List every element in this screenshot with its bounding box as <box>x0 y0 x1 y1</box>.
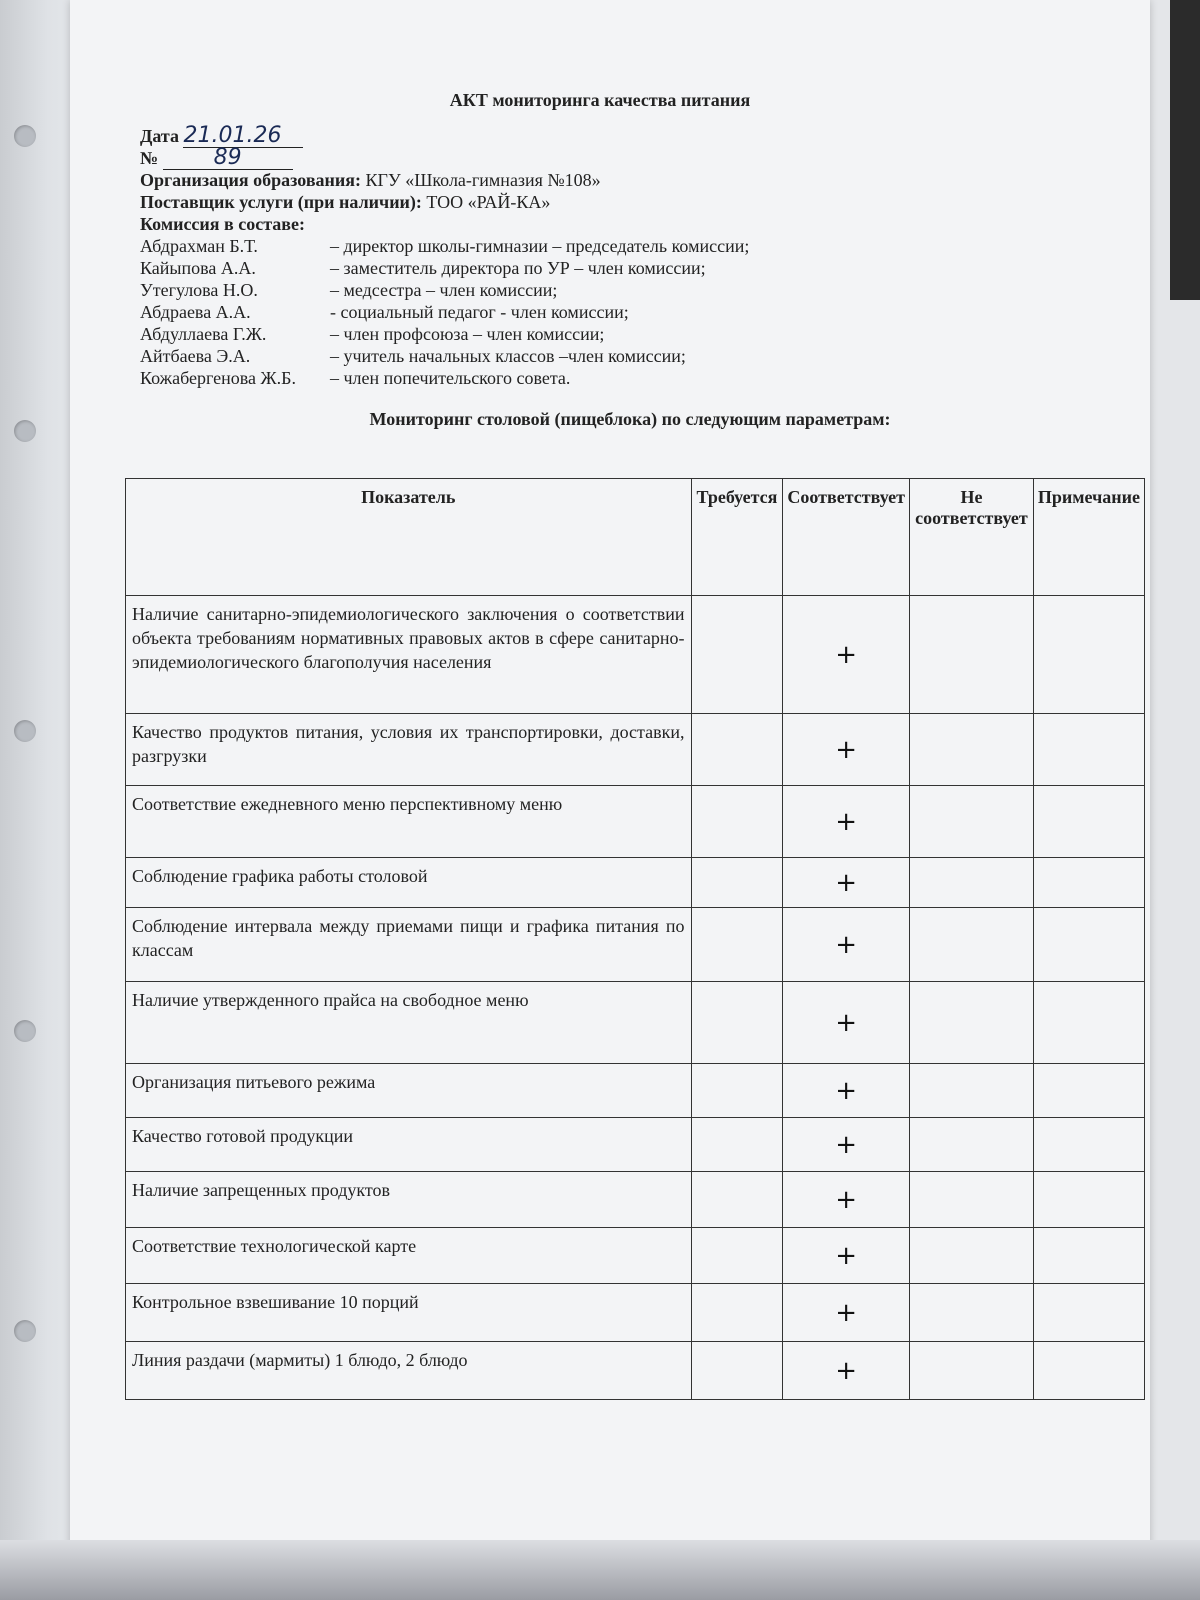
member-name: Айтбаева Э.А. <box>140 346 251 366</box>
indicator-cell: Наличие санитарно-эпидемиологического заключения о соответствии объекта требованиям нормативных правовых актов в сфере санитарно-эпидемиологического благополучия населения <box>126 596 692 714</box>
note-cell <box>1033 982 1144 1064</box>
required-cell <box>691 1228 783 1284</box>
monitoring-table <box>125 478 1145 1400</box>
background-edge <box>1170 0 1200 300</box>
required-cell <box>691 1342 783 1400</box>
not-complies-cell <box>910 1284 1034 1342</box>
complies-cell: + <box>783 908 910 982</box>
table-row <box>126 908 1145 982</box>
indicator-cell: Организация питьевого режима <box>126 1064 692 1118</box>
note-cell <box>1033 1064 1144 1118</box>
required-cell <box>691 596 783 714</box>
required-cell <box>691 714 783 786</box>
table-row <box>126 714 1145 786</box>
complies-cell: + <box>783 982 910 1064</box>
supplier-value: ТОО «РАЙ-КА» <box>426 192 551 212</box>
number-line <box>140 147 1140 169</box>
commission-member <box>140 301 1140 323</box>
complies-cell: + <box>783 1228 910 1284</box>
complies-cell: + <box>783 786 910 858</box>
commission-member <box>140 279 1140 301</box>
member-role: – заместитель директора по УР – член комиссии; <box>330 258 706 278</box>
note-cell <box>1033 596 1144 714</box>
punch-hole <box>14 720 36 742</box>
not-complies-cell <box>910 1118 1034 1172</box>
member-role: – член попечительского совета. <box>330 368 571 388</box>
document-title: АКТ мониторинга качества питания <box>449 90 751 110</box>
required-cell <box>691 1284 783 1342</box>
required-cell <box>691 858 783 908</box>
commission-member <box>140 367 1140 389</box>
member-name: Абдуллаева Г.Ж. <box>140 324 267 344</box>
org-line <box>140 169 1140 191</box>
table-row <box>126 1284 1145 1342</box>
indicator-cell: Соблюдение графика работы столовой <box>126 858 692 908</box>
table-row <box>126 596 1145 714</box>
table-row <box>126 1172 1145 1228</box>
supplier-line <box>140 191 1140 213</box>
indicator-cell: Соответствие технологической карте <box>126 1228 692 1284</box>
header-indicator: Показатель <box>126 479 692 596</box>
header-note: Примечание <box>1033 479 1144 596</box>
required-cell <box>691 908 783 982</box>
table-row <box>126 786 1145 858</box>
number-label: № <box>140 148 159 168</box>
indicator-cell: Контрольное взвешивание 10 порций <box>126 1284 692 1342</box>
punch-hole <box>14 125 36 147</box>
date-line <box>140 125 1140 147</box>
member-role: – член профсоюза – член комиссии; <box>330 324 605 344</box>
number-value: 89 <box>163 147 293 170</box>
not-complies-cell <box>910 1342 1034 1400</box>
table-row <box>126 1118 1145 1172</box>
commission-member <box>140 235 1140 257</box>
note-cell <box>1033 908 1144 982</box>
bottom-shadow <box>0 1540 1200 1600</box>
note-cell <box>1033 1172 1144 1228</box>
member-name: Абдраева А.А. <box>140 302 251 322</box>
complies-cell: + <box>783 858 910 908</box>
org-label: Организация образования: <box>140 170 362 190</box>
not-complies-cell <box>910 1064 1034 1118</box>
table-row <box>126 982 1145 1064</box>
required-cell <box>691 1172 783 1228</box>
punch-hole <box>14 1320 36 1342</box>
not-complies-cell <box>910 1228 1034 1284</box>
complies-cell: + <box>783 596 910 714</box>
punch-hole <box>14 420 36 442</box>
punch-hole <box>14 1020 36 1042</box>
complies-cell: + <box>783 1172 910 1228</box>
table-row <box>126 858 1145 908</box>
indicator-cell: Наличие запрещенных продуктов <box>126 1172 692 1228</box>
commission-member <box>140 323 1140 345</box>
supplier-label: Поставщик услуги (при наличии): <box>140 192 422 212</box>
indicator-cell: Соблюдение интервала между приемами пищи и графика питания по классам <box>126 908 692 982</box>
note-cell <box>1033 1342 1144 1400</box>
member-role: – директор школы-гимназии – председатель комиссии; <box>330 236 750 256</box>
complies-cell: + <box>783 714 910 786</box>
note-cell <box>1033 858 1144 908</box>
member-role: – медсестра – член комиссии; <box>330 280 558 300</box>
section-title: Мониторинг столовой (пищеблока) по следующим параметрам: <box>369 409 891 429</box>
not-complies-cell <box>910 982 1034 1064</box>
required-cell <box>691 982 783 1064</box>
complies-cell: + <box>783 1064 910 1118</box>
date-value: 21.01.26 <box>183 125 303 148</box>
not-complies-cell <box>910 1172 1034 1228</box>
org-value: КГУ «Школа-гимназия №108» <box>365 170 601 190</box>
not-complies-cell <box>910 786 1034 858</box>
header-complies: Соответствует <box>783 479 910 596</box>
header-required: Требуется <box>691 479 783 596</box>
note-cell <box>1033 1284 1144 1342</box>
member-role: - социальный педагог - член комиссии; <box>330 302 629 322</box>
complies-cell: + <box>783 1118 910 1172</box>
not-complies-cell <box>910 714 1034 786</box>
complies-cell: + <box>783 1284 910 1342</box>
table-header-row <box>126 479 1145 596</box>
note-cell <box>1033 714 1144 786</box>
note-cell <box>1033 786 1144 858</box>
member-name: Утегулова Н.О. <box>140 280 258 300</box>
commission-member <box>140 257 1140 279</box>
indicator-cell: Качество готовой продукции <box>126 1118 692 1172</box>
complies-cell: + <box>783 1342 910 1400</box>
required-cell <box>691 1118 783 1172</box>
commission-label: Комиссия в составе: <box>140 214 305 234</box>
not-complies-cell <box>910 908 1034 982</box>
date-label: Дата <box>140 126 179 146</box>
required-cell <box>691 786 783 858</box>
commission-member <box>140 345 1140 367</box>
not-complies-cell <box>910 596 1034 714</box>
header-not-complies: Не соответствует <box>910 479 1034 596</box>
required-cell <box>691 1064 783 1118</box>
act-document <box>140 90 1140 440</box>
note-cell <box>1033 1228 1144 1284</box>
commission-list <box>140 235 1140 389</box>
table-row <box>126 1342 1145 1400</box>
member-name: Кайыпова А.А. <box>140 258 256 278</box>
indicator-cell: Наличие утвержденного прайса на свободное меню <box>126 982 692 1064</box>
indicator-cell: Соответствие ежедневного меню перспективному меню <box>126 786 692 858</box>
not-complies-cell <box>910 858 1034 908</box>
note-cell <box>1033 1118 1144 1172</box>
member-role: – учитель начальных классов –член комиссии; <box>330 346 686 366</box>
table-row <box>126 1228 1145 1284</box>
table-row <box>126 1064 1145 1118</box>
member-name: Абдрахман Б.Т. <box>140 236 258 256</box>
indicator-cell: Качество продуктов питания, условия их транспортировки, доставки, разгрузки <box>126 714 692 786</box>
member-name: Кожабергенова Ж.Б. <box>140 368 296 388</box>
indicator-cell: Линия раздачи (мармиты) 1 блюдо, 2 блюдо <box>126 1342 692 1400</box>
